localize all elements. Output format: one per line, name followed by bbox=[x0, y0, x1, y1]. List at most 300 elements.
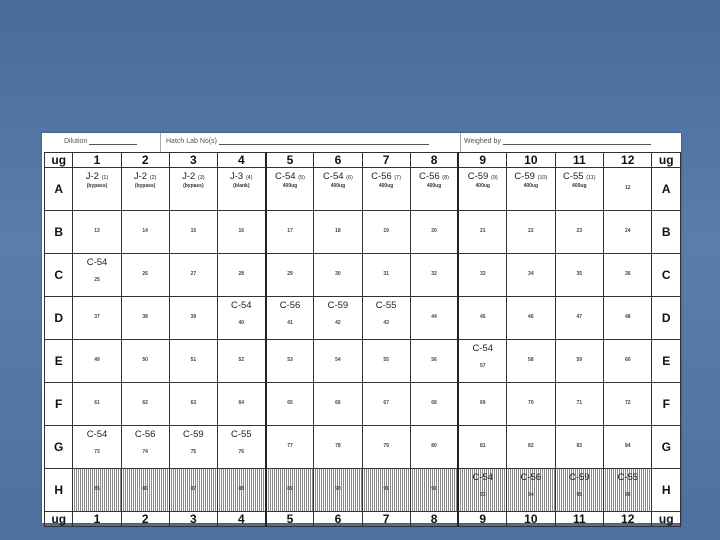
well-number: 51 bbox=[190, 357, 197, 363]
well-C5[interactable] bbox=[266, 254, 314, 297]
well-number: 89 bbox=[287, 486, 293, 492]
well-E3[interactable] bbox=[169, 340, 217, 383]
top-column-12: 12 bbox=[604, 153, 652, 168]
well-number: 40 bbox=[238, 320, 245, 326]
well-number: 28 bbox=[238, 271, 245, 277]
top-column-6: 6 bbox=[314, 153, 362, 168]
sample-index: (11) bbox=[586, 175, 596, 181]
well-number: 92 bbox=[431, 486, 437, 492]
plate-row-B bbox=[45, 211, 681, 254]
plate-row-D bbox=[45, 297, 681, 340]
well-number: 81 bbox=[479, 443, 486, 449]
well-number: 12 bbox=[624, 185, 631, 191]
well-F7[interactable] bbox=[362, 383, 410, 426]
well-amount: 400ug bbox=[282, 183, 298, 189]
sample-id: C-54 bbox=[275, 171, 296, 182]
row-label-right-C: C bbox=[652, 254, 681, 297]
well-C4[interactable] bbox=[217, 254, 265, 297]
well-sample-label bbox=[363, 171, 410, 182]
well-sample-label bbox=[73, 257, 120, 268]
well-number: 86 bbox=[142, 486, 148, 492]
well-number: 63 bbox=[190, 400, 197, 406]
well-sample-label bbox=[459, 472, 506, 483]
well-number: 19 bbox=[383, 228, 389, 234]
well-B5[interactable] bbox=[266, 211, 314, 254]
bottom-column-10: 10 bbox=[507, 512, 555, 527]
well-G5[interactable] bbox=[266, 426, 314, 469]
bottom-column-7: 7 bbox=[362, 512, 410, 527]
bottom-column-2: 2 bbox=[121, 512, 169, 527]
bottom-corner-label: ug bbox=[45, 512, 73, 527]
top-column-1: 1 bbox=[73, 153, 121, 168]
sample-index: (2) bbox=[149, 175, 157, 181]
well-G6[interactable] bbox=[314, 426, 362, 469]
well-H7[interactable] bbox=[362, 469, 410, 512]
well-sample-label bbox=[267, 171, 314, 182]
row-label-C: C bbox=[45, 254, 73, 297]
hatch-label: Hatch Lab No(s) bbox=[166, 138, 217, 145]
sample-id: C-59 bbox=[183, 429, 204, 440]
sample-id: C-54 bbox=[230, 300, 252, 311]
well-B2[interactable] bbox=[121, 211, 169, 254]
well-number: 56 bbox=[431, 357, 437, 363]
sample-index: (5) bbox=[298, 175, 305, 181]
well-D2[interactable] bbox=[121, 297, 169, 340]
well-number: 55 bbox=[383, 357, 389, 363]
column-header-row bbox=[45, 153, 681, 168]
top-column-11: 11 bbox=[555, 153, 603, 168]
sample-index: (3) bbox=[197, 175, 205, 181]
well-sample-label bbox=[218, 171, 265, 182]
well-number: 74 bbox=[142, 449, 148, 455]
well-amount: 400ug bbox=[330, 183, 346, 189]
well-H6[interactable] bbox=[314, 469, 362, 512]
weighed-field bbox=[464, 137, 651, 145]
bottom-column-8: 8 bbox=[410, 512, 458, 527]
well-number: 38 bbox=[142, 314, 148, 320]
well-number: 23 bbox=[576, 228, 583, 234]
well-D12[interactable] bbox=[604, 297, 652, 340]
well-E9[interactable] bbox=[458, 340, 506, 383]
well-E11[interactable] bbox=[555, 340, 603, 383]
well-C8[interactable] bbox=[410, 254, 458, 297]
well-H1[interactable] bbox=[73, 469, 121, 512]
well-number: 93 bbox=[479, 492, 486, 498]
well-number: 47 bbox=[576, 314, 583, 320]
well-sample-label bbox=[170, 429, 217, 440]
well-B12[interactable] bbox=[604, 211, 652, 254]
row-label-right-E: E bbox=[652, 340, 681, 383]
well-number: 84 bbox=[624, 443, 631, 449]
well-E5[interactable] bbox=[266, 340, 314, 383]
dilution-field bbox=[64, 137, 137, 145]
row-label-right-D: D bbox=[652, 297, 681, 340]
sample-id: C-54 bbox=[86, 429, 108, 440]
well-number: 18 bbox=[335, 228, 341, 234]
well-H10[interactable] bbox=[507, 469, 555, 512]
well-B9[interactable] bbox=[458, 211, 506, 254]
well-number: 24 bbox=[624, 228, 631, 234]
well-number: 85 bbox=[94, 486, 100, 492]
plate-row-C bbox=[45, 254, 681, 297]
well-amount: (bypass) bbox=[134, 183, 156, 189]
well-number: 15 bbox=[190, 228, 197, 234]
well-F6[interactable] bbox=[314, 383, 362, 426]
well-B10[interactable] bbox=[507, 211, 555, 254]
well-G4[interactable] bbox=[217, 426, 265, 469]
well-H12[interactable] bbox=[604, 469, 652, 512]
well-number: 17 bbox=[287, 228, 293, 234]
well-number: 75 bbox=[190, 449, 197, 455]
hatch-field bbox=[166, 137, 429, 145]
well-A4[interactable] bbox=[217, 168, 265, 211]
bottom-corner-label-right: ug bbox=[652, 512, 681, 527]
well-G10[interactable] bbox=[507, 426, 555, 469]
well-C10[interactable] bbox=[507, 254, 555, 297]
row-label-B: B bbox=[45, 211, 73, 254]
well-number: 87 bbox=[190, 486, 197, 492]
well-E4[interactable] bbox=[217, 340, 265, 383]
sample-index: (8) bbox=[442, 175, 450, 181]
well-number: 95 bbox=[576, 492, 583, 498]
well-D1[interactable] bbox=[73, 297, 121, 340]
well-C2[interactable] bbox=[121, 254, 169, 297]
well-D11[interactable] bbox=[555, 297, 603, 340]
sample-id: C-56 bbox=[279, 300, 301, 311]
well-number: 41 bbox=[287, 320, 293, 326]
well-number: 60 bbox=[624, 357, 631, 363]
well-G3[interactable] bbox=[169, 426, 217, 469]
well-sample-label bbox=[170, 171, 217, 182]
well-D7[interactable] bbox=[362, 297, 410, 340]
column-footer-row bbox=[45, 512, 681, 527]
well-number: 83 bbox=[576, 443, 583, 449]
well-sample-label bbox=[507, 171, 554, 182]
well-A8[interactable] bbox=[410, 168, 458, 211]
sample-id: C-55 bbox=[617, 472, 639, 483]
sample-id: C-56 bbox=[134, 429, 156, 440]
well-number: 13 bbox=[94, 228, 100, 234]
dilution-blank bbox=[89, 137, 137, 145]
sample-id: J-3 bbox=[230, 171, 244, 182]
well-G9[interactable] bbox=[458, 426, 506, 469]
header-divider bbox=[460, 133, 461, 152]
well-number: 31 bbox=[383, 271, 389, 277]
sheet-header bbox=[42, 133, 681, 152]
well-G2[interactable] bbox=[121, 426, 169, 469]
well-A3[interactable] bbox=[169, 168, 217, 211]
well-number: 88 bbox=[238, 486, 245, 492]
top-column-4: 4 bbox=[217, 153, 265, 168]
well-G11[interactable] bbox=[555, 426, 603, 469]
well-number: 62 bbox=[142, 400, 148, 406]
well-number: 27 bbox=[190, 271, 197, 277]
well-number: 35 bbox=[576, 271, 583, 277]
sample-id: C-55 bbox=[230, 429, 252, 440]
well-B8[interactable] bbox=[410, 211, 458, 254]
well-number: 73 bbox=[94, 449, 100, 455]
well-E1[interactable] bbox=[73, 340, 121, 383]
well-A6[interactable] bbox=[314, 168, 362, 211]
well-C1[interactable] bbox=[73, 254, 121, 297]
well-E8[interactable] bbox=[410, 340, 458, 383]
well-E2[interactable] bbox=[121, 340, 169, 383]
well-A12[interactable] bbox=[604, 168, 652, 211]
well-H5[interactable] bbox=[266, 469, 314, 512]
sample-id: C-59 bbox=[568, 472, 590, 483]
well-sample-label bbox=[604, 472, 651, 483]
well-number: 96 bbox=[624, 492, 631, 498]
well-F9[interactable] bbox=[458, 383, 506, 426]
plate-grid bbox=[44, 152, 681, 527]
sample-index: (10) bbox=[537, 175, 548, 181]
well-amount: 400ug bbox=[378, 183, 394, 189]
well-number: 67 bbox=[383, 400, 389, 406]
well-E12[interactable] bbox=[604, 340, 652, 383]
sample-id: C-59 bbox=[327, 300, 349, 311]
well-sample-label bbox=[122, 171, 169, 182]
sample-id: C-59 bbox=[467, 171, 489, 182]
well-H2[interactable] bbox=[121, 469, 169, 512]
sample-index: (9) bbox=[490, 175, 498, 181]
well-number: 77 bbox=[287, 443, 293, 449]
bottom-column-3: 3 bbox=[169, 512, 217, 527]
well-B7[interactable] bbox=[362, 211, 410, 254]
well-F12[interactable] bbox=[604, 383, 652, 426]
well-number: 70 bbox=[528, 400, 534, 406]
well-number: 33 bbox=[479, 271, 486, 277]
sample-index: (4) bbox=[245, 175, 253, 181]
row-label-right-H: H bbox=[652, 469, 681, 512]
well-number: 94 bbox=[528, 492, 534, 498]
well-F4[interactable] bbox=[217, 383, 265, 426]
well-number: 46 bbox=[528, 314, 534, 320]
plate-row-F bbox=[45, 383, 681, 426]
well-F1[interactable] bbox=[73, 383, 121, 426]
well-B4[interactable] bbox=[217, 211, 265, 254]
well-number: 37 bbox=[94, 314, 100, 320]
well-E10[interactable] bbox=[507, 340, 555, 383]
well-F5[interactable] bbox=[266, 383, 314, 426]
well-sample-label bbox=[363, 300, 410, 311]
plate-row-E bbox=[45, 340, 681, 383]
well-number: 57 bbox=[479, 363, 486, 369]
well-B1[interactable] bbox=[73, 211, 121, 254]
row-label-D: D bbox=[45, 297, 73, 340]
bottom-column-1: 1 bbox=[73, 512, 121, 527]
well-A5[interactable] bbox=[266, 168, 314, 211]
sample-id: J-2 bbox=[85, 171, 99, 182]
top-column-3: 3 bbox=[169, 153, 217, 168]
hatch-blank bbox=[219, 137, 429, 145]
well-number: 82 bbox=[528, 443, 534, 449]
top-column-5: 5 bbox=[266, 153, 314, 168]
bottom-column-4: 4 bbox=[217, 512, 265, 527]
well-number: 48 bbox=[624, 314, 631, 320]
top-column-2: 2 bbox=[121, 153, 169, 168]
top-column-9: 9 bbox=[458, 153, 506, 168]
well-H9[interactable] bbox=[458, 469, 506, 512]
well-number: 65 bbox=[287, 400, 293, 406]
row-label-A: A bbox=[45, 168, 73, 211]
well-B6[interactable] bbox=[314, 211, 362, 254]
top-corner-label-right: ug bbox=[652, 153, 681, 168]
well-number: 16 bbox=[238, 228, 245, 234]
sample-id: C-59 bbox=[514, 171, 535, 182]
well-A2[interactable] bbox=[121, 168, 169, 211]
well-number: 69 bbox=[479, 400, 486, 406]
plate-row-G bbox=[45, 426, 681, 469]
well-G1[interactable] bbox=[73, 426, 121, 469]
well-amount: (bypass) bbox=[86, 183, 108, 189]
row-label-G: G bbox=[45, 426, 73, 469]
row-label-E: E bbox=[45, 340, 73, 383]
well-C3[interactable] bbox=[169, 254, 217, 297]
well-F8[interactable] bbox=[410, 383, 458, 426]
well-H8[interactable] bbox=[410, 469, 458, 512]
row-label-H: H bbox=[45, 469, 73, 512]
well-D10[interactable] bbox=[507, 297, 555, 340]
well-amount: (blank) bbox=[233, 183, 250, 189]
well-C12[interactable] bbox=[604, 254, 652, 297]
well-number: 25 bbox=[94, 277, 100, 283]
weighed-label: Weighed by bbox=[464, 138, 501, 145]
bottom-column-11: 11 bbox=[555, 512, 603, 527]
sample-id: C-55 bbox=[375, 300, 397, 311]
sample-id: C-54 bbox=[472, 472, 494, 483]
well-sample-label bbox=[411, 171, 458, 182]
well-D4[interactable] bbox=[217, 297, 265, 340]
well-F11[interactable] bbox=[555, 383, 603, 426]
row-label-right-G: G bbox=[652, 426, 681, 469]
sample-id: C-54 bbox=[322, 171, 344, 182]
well-C9[interactable] bbox=[458, 254, 506, 297]
well-number: 34 bbox=[528, 271, 534, 277]
well-amount: (bypass) bbox=[183, 183, 204, 189]
well-D9[interactable] bbox=[458, 297, 506, 340]
well-number: 20 bbox=[431, 228, 437, 234]
well-F10[interactable] bbox=[507, 383, 555, 426]
well-number: 29 bbox=[287, 271, 293, 277]
well-number: 91 bbox=[383, 486, 389, 492]
bottom-column-6: 6 bbox=[314, 512, 362, 527]
well-H11[interactable] bbox=[555, 469, 603, 512]
well-number: 54 bbox=[335, 357, 341, 363]
well-sample-label bbox=[73, 429, 120, 440]
well-number: 50 bbox=[142, 357, 148, 363]
well-D5[interactable] bbox=[266, 297, 314, 340]
sample-id: C-55 bbox=[562, 171, 584, 182]
well-sample-label bbox=[314, 171, 361, 182]
sample-index: (6) bbox=[346, 175, 353, 181]
sample-index: (1) bbox=[101, 175, 109, 181]
well-number: 68 bbox=[431, 400, 437, 406]
well-amount: 400ug bbox=[426, 183, 442, 189]
plate-row-A bbox=[45, 168, 681, 211]
row-label-right-A: A bbox=[652, 168, 681, 211]
well-sample-label bbox=[314, 300, 361, 311]
well-number: 26 bbox=[142, 271, 148, 277]
well-A10[interactable] bbox=[507, 168, 555, 211]
top-column-8: 8 bbox=[410, 153, 458, 168]
plate-layout-sheet bbox=[42, 133, 681, 526]
well-number: 21 bbox=[479, 228, 486, 234]
well-amount: 400ug bbox=[523, 183, 539, 189]
well-E7[interactable] bbox=[362, 340, 410, 383]
well-A11[interactable] bbox=[555, 168, 603, 211]
well-sample-label bbox=[556, 171, 603, 182]
well-A1[interactable] bbox=[73, 168, 121, 211]
well-number: 49 bbox=[94, 357, 100, 363]
well-A7[interactable] bbox=[362, 168, 410, 211]
well-B11[interactable] bbox=[555, 211, 603, 254]
top-corner-label: ug bbox=[45, 153, 73, 168]
top-column-7: 7 bbox=[362, 153, 410, 168]
well-D6[interactable] bbox=[314, 297, 362, 340]
well-C7[interactable] bbox=[362, 254, 410, 297]
well-number: 80 bbox=[431, 443, 437, 449]
header-divider bbox=[160, 133, 161, 152]
sample-id: C-54 bbox=[472, 343, 494, 354]
well-number: 43 bbox=[383, 320, 389, 326]
well-G7[interactable] bbox=[362, 426, 410, 469]
well-B3[interactable] bbox=[169, 211, 217, 254]
well-F3[interactable] bbox=[169, 383, 217, 426]
well-number: 45 bbox=[479, 314, 486, 320]
well-number: 71 bbox=[576, 400, 583, 406]
well-G12[interactable] bbox=[604, 426, 652, 469]
top-column-10: 10 bbox=[507, 153, 555, 168]
well-E6[interactable] bbox=[314, 340, 362, 383]
well-sample-label bbox=[459, 171, 506, 182]
sample-id: C-54 bbox=[86, 257, 108, 268]
well-F2[interactable] bbox=[121, 383, 169, 426]
well-number: 59 bbox=[576, 357, 583, 363]
well-H4[interactable] bbox=[217, 469, 265, 512]
well-C6[interactable] bbox=[314, 254, 362, 297]
well-sample-label bbox=[507, 472, 554, 483]
well-number: 72 bbox=[624, 400, 631, 406]
well-amount: 400ug bbox=[475, 183, 490, 189]
well-number: 36 bbox=[624, 271, 631, 277]
well-sample-label bbox=[122, 429, 169, 440]
well-A9[interactable] bbox=[458, 168, 506, 211]
well-H3[interactable] bbox=[169, 469, 217, 512]
well-number: 61 bbox=[94, 400, 100, 406]
well-number: 22 bbox=[528, 228, 534, 234]
well-D3[interactable] bbox=[169, 297, 217, 340]
well-amount: 400ug bbox=[572, 183, 587, 189]
sample-id: C-56 bbox=[371, 171, 392, 182]
plate-row-H bbox=[45, 469, 681, 512]
weighed-blank bbox=[503, 137, 651, 145]
well-D8[interactable] bbox=[410, 297, 458, 340]
bottom-column-9: 9 bbox=[458, 512, 506, 527]
well-number: 42 bbox=[335, 320, 341, 326]
well-number: 14 bbox=[142, 228, 148, 234]
row-label-right-B: B bbox=[652, 211, 681, 254]
well-number: 66 bbox=[335, 400, 341, 406]
well-number: 32 bbox=[431, 271, 437, 277]
row-label-right-F: F bbox=[652, 383, 681, 426]
well-number: 39 bbox=[190, 314, 197, 320]
sample-index: (7) bbox=[394, 175, 402, 181]
sample-id: J-2 bbox=[133, 171, 148, 182]
well-C11[interactable] bbox=[555, 254, 603, 297]
well-number: 64 bbox=[238, 400, 245, 406]
well-G8[interactable] bbox=[410, 426, 458, 469]
sample-id: C-56 bbox=[419, 171, 440, 182]
